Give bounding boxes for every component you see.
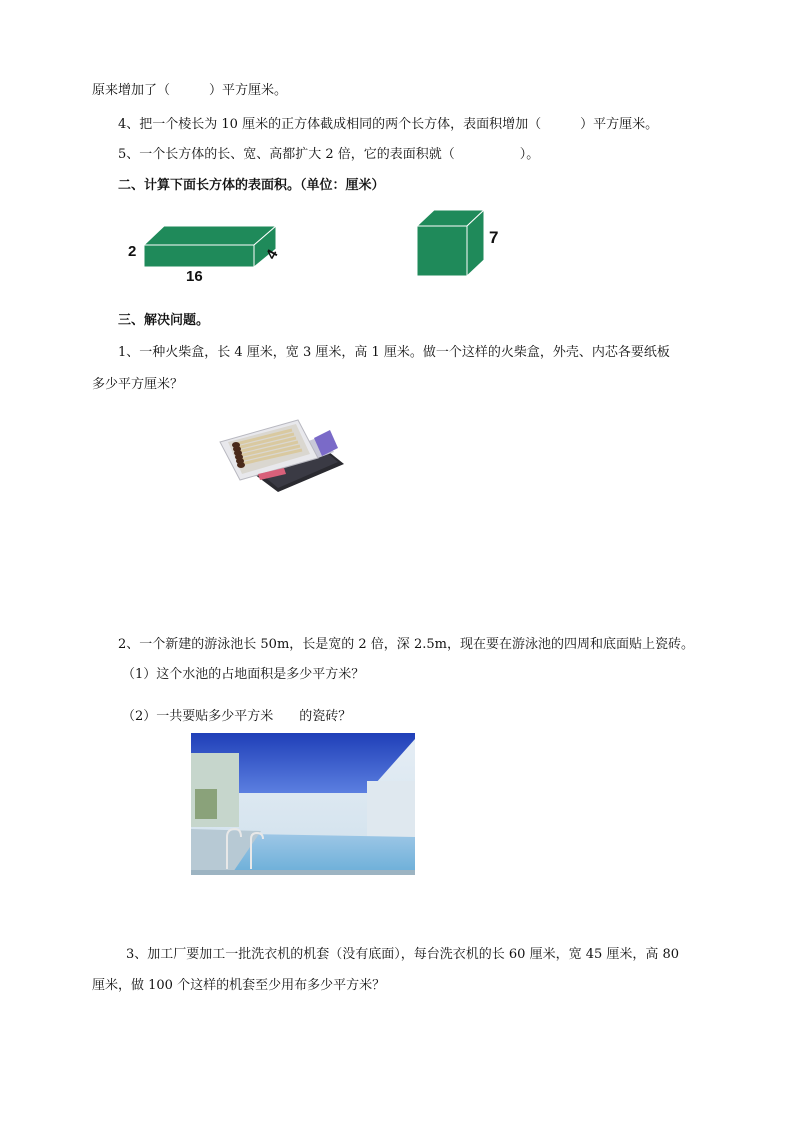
section-3-heading: 三、解决问题。 <box>118 313 210 328</box>
section-2-heading: 二、计算下面长方体的表面积。（单位：厘米） <box>118 178 385 193</box>
cuboid-1-length-label: 16 <box>186 268 203 285</box>
problem-2-line-1: 2、一个新建的游泳池长 50m，长是宽的 2 倍，深 2.5m，现在要在游泳池的四周和底面贴上瓷砖。 <box>118 637 694 652</box>
cuboid-1-height-label: 2 <box>128 243 137 260</box>
cuboid-1-front-face <box>144 245 254 267</box>
problem-1-line-1: 1、一种火柴盒，长 4 厘米，宽 3 厘米，高 1 厘米。做一个这样的火柴盒，外壳、内芯各要纸板 <box>118 345 670 360</box>
cuboid-figure-1 <box>140 222 280 272</box>
matchbox-photo <box>218 418 346 494</box>
cuboid-2-front-face <box>417 226 467 276</box>
problem-3-line-2: 厘米，做 100 个这样的机套至少用布多少平方米？ <box>92 978 386 993</box>
question-4: 4、把一个棱长为 10 厘米的正方体截成相同的两个长方体，表面积增加（ ）平方厘米。 <box>118 117 659 132</box>
swimming-pool-photo <box>191 733 415 875</box>
cuboid-1-width-label: 4 <box>262 246 282 263</box>
cuboid-2-edge-label: 7 <box>489 228 499 247</box>
cuboid-figure-2 <box>414 208 488 278</box>
problem-3-line-1: 3、加工厂要加工一批洗衣机的机套（没有底面），每台洗衣机的长 60 厘米，宽 45 厘米，高 80 <box>126 947 680 962</box>
problem-1-line-2: 多少平方厘米？ <box>92 377 184 392</box>
cuboid-1-top-face <box>144 226 276 245</box>
problem-2-part-2: （2）一共要贴多少平方米 的瓷砖？ <box>122 709 352 724</box>
question-5: 5、一个长方体的长、宽、高都扩大 2 倍，它的表面积就（ ）。 <box>118 147 540 162</box>
text-line-1: 原来增加了（ ）平方厘米。 <box>92 83 288 98</box>
problem-2-part-1: （1）这个水池的占地面积是多少平方米？ <box>122 667 365 682</box>
